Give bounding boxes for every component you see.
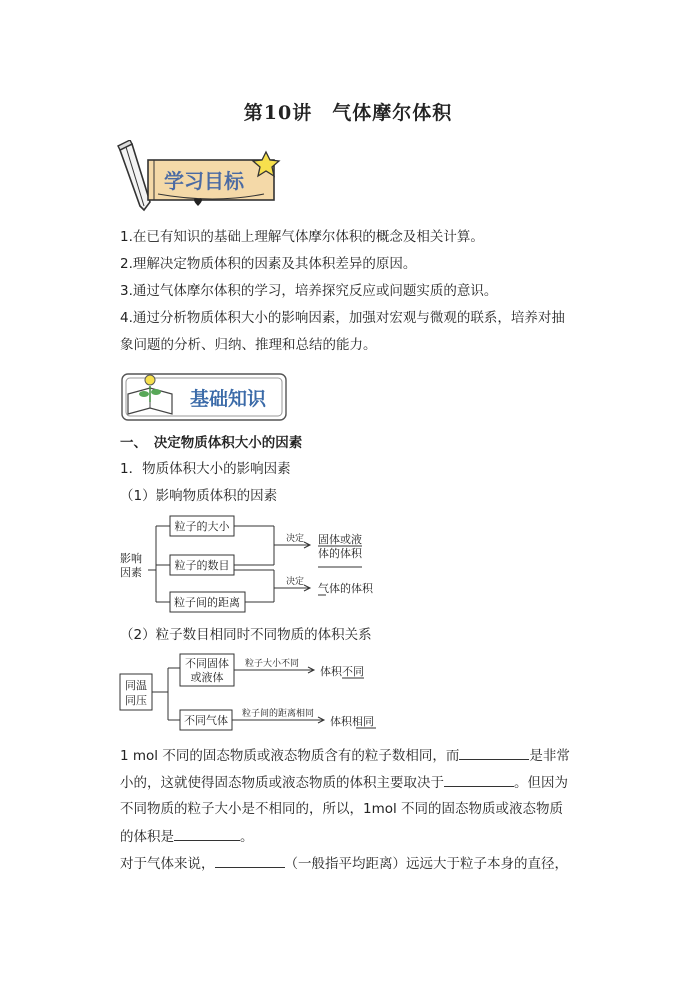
body-line: 不同物质的粒子大小是不相同的，所以，1mol 不同的固态物质或液态物质 xyxy=(120,801,564,817)
pencil-icon xyxy=(118,140,150,210)
heart-icon xyxy=(194,198,202,206)
body-text: 1 mol 不同的固态物质或液态物质含有的粒子数相同，而 xyxy=(120,748,460,764)
result-label: 固体或液 xyxy=(318,533,362,546)
arrow-label: 粒子间的距离相同 xyxy=(241,709,315,719)
body-line xyxy=(120,745,570,766)
basic-knowledge-banner xyxy=(120,372,290,424)
result-label: 体的体积 xyxy=(318,547,362,560)
result-label: 气体的体积 xyxy=(318,582,373,595)
condition-label: 同压 xyxy=(125,694,147,707)
subsection-heading: 1．物质体积大小的影响因素 xyxy=(120,461,291,477)
lightbulb-icon xyxy=(145,375,155,385)
banner-goals-label: 学习目标 xyxy=(164,169,244,193)
result-label: 体积不同 xyxy=(320,665,364,678)
body-text: 。 xyxy=(240,829,254,845)
goal-item: 2.理解决定物质体积的因素及其体积差异的原因。 xyxy=(120,256,417,272)
factors-diagram xyxy=(118,510,388,614)
body-line xyxy=(120,772,568,793)
page-title: 第10讲 气体摩尔体积 xyxy=(243,102,453,124)
subsection-heading: （2）粒子数目相同时不同物质的体积关系 xyxy=(120,627,372,643)
fill-in-blank[interactable] xyxy=(174,826,240,841)
arrow-label: 粒子大小不同 xyxy=(244,659,300,669)
volume-relation-diagram xyxy=(118,648,388,732)
body-line xyxy=(120,826,254,847)
goal-item: 3.通过气体摩尔体积的学习，培养探究反应或问题实质的意识。 xyxy=(120,283,498,299)
decide-label: 决定 xyxy=(286,577,305,587)
fill-in-blank[interactable] xyxy=(444,772,514,787)
root-label: 影响 xyxy=(120,552,142,565)
factor-size: 粒子的大小 xyxy=(174,520,230,533)
gas-box: 不同气体 xyxy=(184,714,228,727)
decide-label: 决定 xyxy=(286,534,305,544)
banner-knowledge-label: 基础知识 xyxy=(189,388,267,410)
solid-liquid-box: 不同固体 xyxy=(185,657,229,670)
factor-distance: 粒子间的距离 xyxy=(174,596,240,609)
root-label: 因素 xyxy=(120,566,142,579)
goal-item: 象问题的分析、归纳、推理和总结的能力。 xyxy=(120,337,377,353)
learning-goals-banner xyxy=(114,140,284,212)
body-line xyxy=(120,853,568,874)
result-label: 体积相同 xyxy=(330,715,374,728)
body-text: 是非常 xyxy=(529,748,570,764)
goal-item: 4.通过分析物质体积大小的影响因素，加强对宏观与微观的联系，培养对抽 xyxy=(120,310,565,326)
body-text: 对于气体来说， xyxy=(120,856,215,872)
body-text: 。但因为 xyxy=(514,775,568,791)
factor-count: 粒子的数目 xyxy=(174,559,230,572)
fill-in-blank[interactable] xyxy=(215,853,285,868)
condition-label: 同温 xyxy=(125,679,147,692)
body-text: （一般指平均距离）远远大于粒子本身的直径， xyxy=(284,856,568,872)
subsection-heading: （1）影响物质体积的因素 xyxy=(120,488,278,504)
body-text: 的体积是 xyxy=(120,829,174,845)
body-text: 小的，这就使得固态物质或液态物质的体积主要取决于 xyxy=(120,775,444,791)
goal-item: 1.在已有知识的基础上理解气体摩尔体积的概念及相关计算。 xyxy=(120,229,484,245)
solid-liquid-box: 或液体 xyxy=(190,671,224,684)
section-heading: 一、 决定物质体积大小的因素 xyxy=(120,435,303,451)
fill-in-blank[interactable] xyxy=(459,745,529,760)
